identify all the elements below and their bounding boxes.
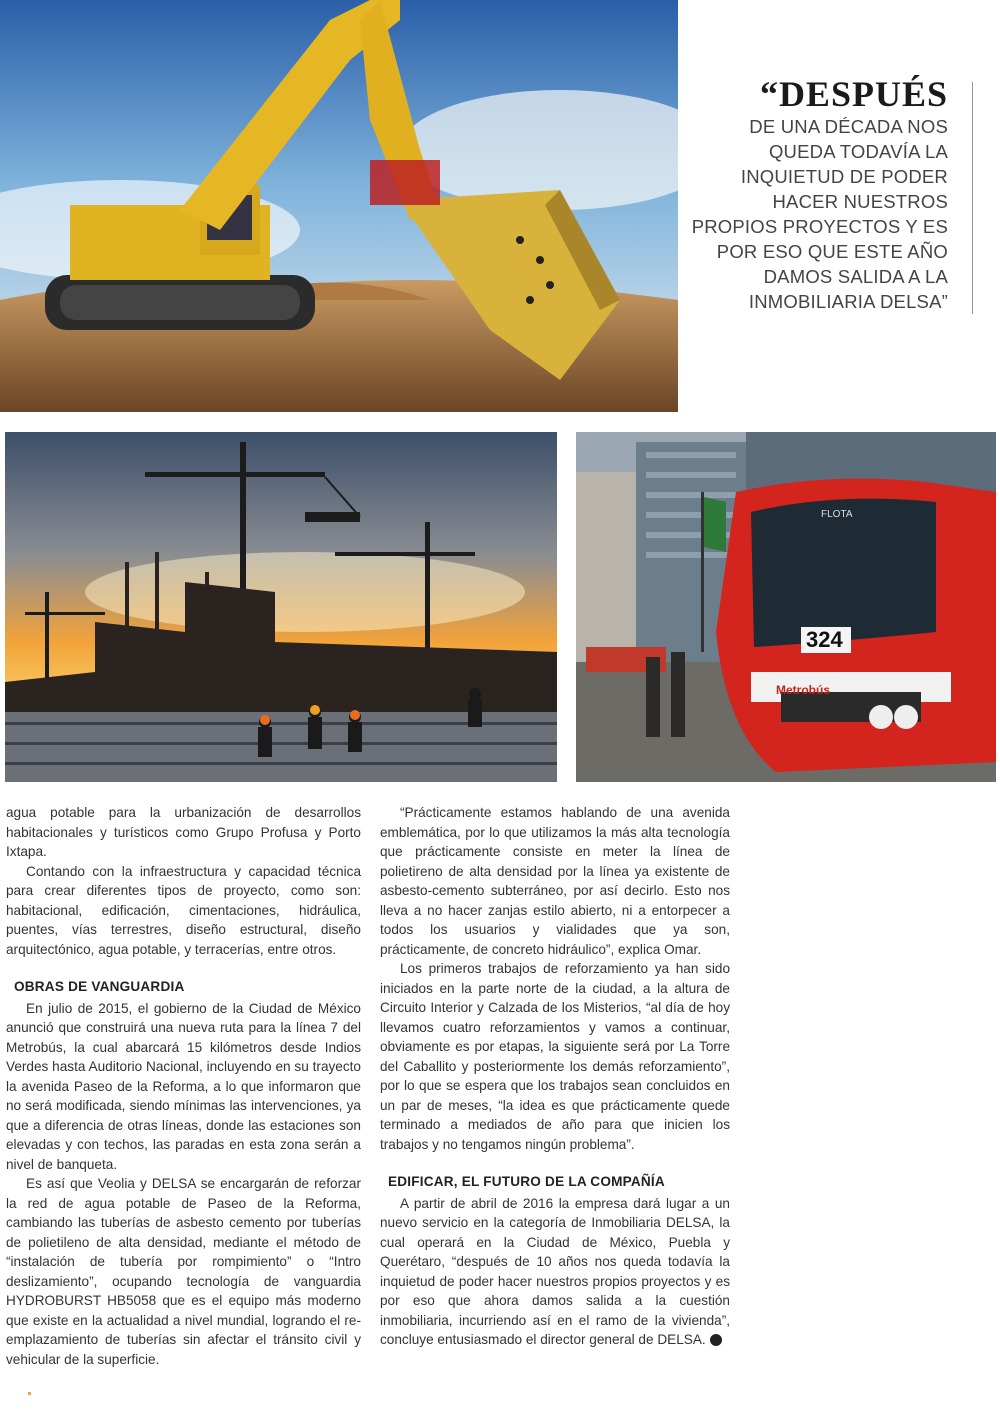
- section-heading: EDIFICAR, EL FUTURO DE LA COMPAÑÍA: [388, 1174, 665, 1189]
- paragraph: agua potable para la urbanización de desarrollos habitacionales y turísticos como Grupo Profusa y Porto Ixtapa.: [6, 805, 361, 859]
- paragraph: A partir de abril de 2016 la empresa dará lugar a un nuevo servicio en la categoría de Inmobiliaria DELSA, la cual operará en la Ciudad de México, Puebla y Querétaro, “después de 10 años nos queda todavía la inquietud de poder hacer nuestros propios proyectos y es por eso que ahora damos salida a la cuestión inmobiliaria, incurriendo así en el ramo de la vivienda”, concluye entusiasmado el director general de DELSA.: [380, 1195, 730, 1347]
- bus-number: 324: [806, 627, 843, 652]
- text-column-right: [380, 803, 736, 1350]
- pull-quote-rule: [972, 82, 973, 314]
- end-mark-icon: h: [710, 1334, 722, 1346]
- pull-quote: [688, 74, 948, 314]
- section-heading: OBRAS DE VANGUARDIA: [14, 979, 185, 994]
- paragraph: “Prácticamente estamos hablando de una avenida emblemática, por lo que utilizamos la más alta tecnología que prácticamente consiste en meter la línea de polietireno de alta densidad por la línea ya existente de asbesto-cemento subterráneo, por así decirlo. Esto nos lleva a no hacer zanjas estilo abierto, ni a entorpecer a todos los usuarios y vialidades que ya son, prácticamente, de concreto hidráulico”, explica Omar.: [380, 805, 730, 957]
- pull-quote-body: DE UNA DÉCADA NOS QUEDA TODAVÍA LA INQUIETUD DE PODER HACER NUESTROS PROPIOS PROYECTOS Y ES POR ESO QUE ESTE AÑO DAMOS SALIDA A LA INMOBILIARIA DELSA”: [691, 116, 948, 312]
- metrobus-photo: [576, 432, 996, 782]
- paragraph: En julio de 2015, el gobierno de la Ciudad de México anunció que construirá una nueva ruta para la línea 7 del Metrobús, la cual abarcará 15 kilómetros desde Indios Verdes hasta Auditorio Nacional, incluyendo en su trayecto la avenida Paseo de la Reforma, a lo que informaron que no será modificada, siendo mínimas las intervenciones, ya que a diferencia de otras líneas, donde las estaciones son elevadas y con techos, las paradas en esta zona serán a nivel de banqueta.: [6, 1000, 361, 1172]
- paragraph: Contando con la infraestructura y capacidad técnica para crear diferentes tipos de proyecto, como son: habitacional, edificación, cimentaciones, hidráulica, puentes, vías terrestres, diseño estructural, diseño arquitectónico, agua potable, y terracerías, entre otros.: [6, 863, 361, 957]
- bus-brand: Metrobús: [776, 683, 830, 697]
- paragraph: Es así que Veolia y DELSA se encargarán de reforzar la red de agua potable de Paseo de la Reforma, cambiando las tuberías de asbesto cemento por tuberías de polietileno de alta densidad, mediante el método de “instalación de tubería por rompimiento” o “Intro deslizamiento”, ocupando tecnología de vanguardia HYDROBURST HB5058 que es el equipo más moderno que existe en la actualidad a nivel mundial, logrando el re-emplazamiento de tuberías sin afectar el tránsito civil y vehicular de la superficie.: [6, 1176, 361, 1367]
- paragraph: Los primeros trabajos de reforzamiento ya han sido iniciados en la parte norte de la ciudad, a la altura de Circuito Interior y Calzada de los Misterios, “al día de hoy llevamos cuatro reforzamientos y vamos a continuar, obviamente es por etapas, la siguiente será por La Torre del Caballito y posteriormente los demás reforzamiento”, por lo que se espera que los trabajos sean concluidos en un par de meses, “la idea es que prácticamente quede terminado a mediados de año para que inicien los trabajos y no tengamos ningún problema”.: [380, 961, 730, 1152]
- cranes-sunset-photo: [5, 432, 557, 782]
- text-column-left: [6, 803, 361, 1369]
- bus-sign: FLOTA: [821, 509, 853, 520]
- decorative-dot: [28, 1392, 31, 1395]
- excavator-photo: [0, 0, 678, 412]
- pull-quote-head: “DESPUÉS: [759, 74, 948, 114]
